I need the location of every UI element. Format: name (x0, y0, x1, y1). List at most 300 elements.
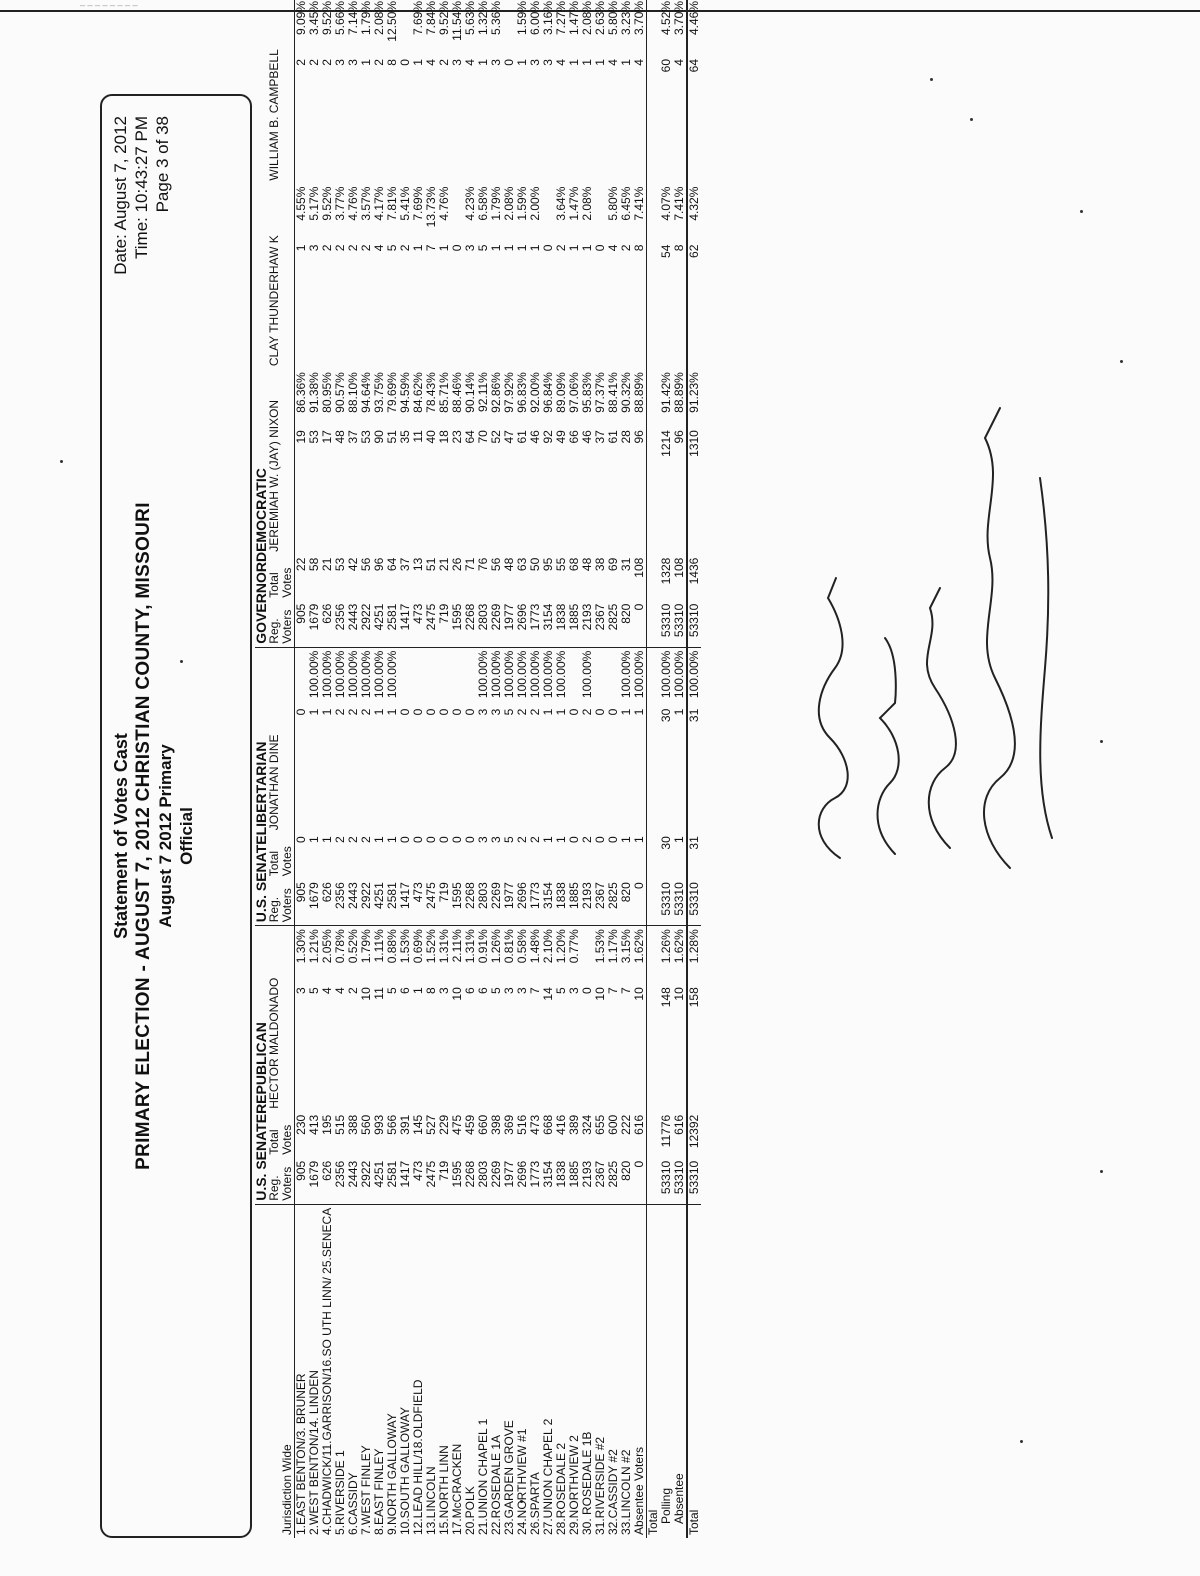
cell-d: 2 (528, 708, 542, 716)
cell-m: 1 (411, 987, 425, 994)
cell-tv3: 68 (567, 557, 581, 572)
cell-m: 7 (528, 987, 542, 994)
cell-tp: 4.23% (463, 186, 477, 221)
cell-mp (647, 926, 661, 985)
precinct-row (620, 0, 633, 1538)
cell-c: 3 (333, 59, 347, 66)
cell-t (647, 242, 661, 370)
cell-tv2: 0 (437, 836, 451, 843)
cell-rv: 2581 (386, 1158, 399, 1205)
cell-d: 2 (515, 708, 529, 716)
cell-t: 54 (659, 244, 673, 258)
jurisdiction-name: 4.CHADWICK/11.GARRISON/16.SO UTH LINN/ 25.SENECA (321, 1204, 334, 1538)
cell-rv3: 2696 (516, 601, 529, 648)
cell-t: 2 (398, 244, 412, 252)
cell-dp: 100.00% (476, 650, 490, 699)
cell-rv2: 0 (633, 879, 647, 926)
cell-rv2: 53310 (673, 879, 687, 926)
cell-np: 93.75% (372, 372, 386, 413)
cell-c: 4 (672, 59, 686, 66)
cell-tv: 566 (385, 1114, 399, 1135)
cell-m: 7 (619, 987, 633, 994)
total-row (687, 0, 701, 1538)
cell-cp: 7.84% (424, 1, 438, 36)
cell-tv: 993 (372, 1114, 386, 1135)
cell-rv2: 2475 (425, 879, 438, 926)
cell-mp: 1.79% (359, 929, 373, 964)
cell-np: 88.89% (672, 372, 686, 413)
cell-cp: 2.08% (580, 1, 594, 36)
jurisdiction-name: Absentee (673, 1204, 687, 1538)
cell-rv2: 4251 (373, 879, 386, 926)
cell-tv: 12392 (687, 1112, 701, 1158)
cell-tv2: 0 (424, 836, 438, 843)
office-header-blank (255, 1204, 268, 1538)
cell-m: 6 (476, 987, 490, 994)
cell-d: 0 (411, 708, 425, 716)
cell-n: 64 (463, 430, 477, 444)
cell-m: 5 (385, 987, 399, 994)
cell-np: 95.83% (580, 372, 594, 413)
total-row (647, 0, 661, 1538)
cell-rv: 2803 (477, 1158, 490, 1205)
cell-t: 2 (320, 244, 334, 252)
cell-np: 79.69% (385, 372, 399, 413)
cell-cp: 6.00% (528, 1, 542, 36)
cell-tv2: 1 (632, 836, 646, 843)
cell-n: 48 (333, 430, 347, 444)
cell-d: 3 (476, 708, 490, 716)
cell-dp: 100.00% (541, 650, 555, 699)
col-nixon: JEREMIAH W. (JAY) NIXON (268, 369, 295, 555)
cell-tv: 516 (515, 1114, 529, 1135)
cell-tv3: 108 (672, 557, 686, 578)
cell-t: 0 (541, 244, 555, 252)
cell-tv: 324 (580, 1114, 594, 1135)
cell-mp: 1.26% (489, 929, 503, 964)
cell-c: 64 (687, 56, 701, 184)
cell-m: 3 (294, 987, 308, 994)
cell-c: 60 (659, 59, 673, 73)
cell-tv2: 1 (554, 836, 568, 843)
cell-n: 61 (515, 430, 529, 444)
cell-rv: 2193 (581, 1158, 594, 1205)
cell-np: 90.57% (333, 372, 347, 413)
cell-tv2: 0 (411, 836, 425, 843)
cell-c: 3 (489, 59, 503, 66)
cell-tv3: 48 (502, 557, 516, 572)
cell-m: 4 (320, 987, 334, 994)
cell-tv3: 1436 (687, 555, 701, 601)
precinct-row (295, 0, 309, 1538)
official-signatures (800, 358, 1080, 878)
cell-c: 4 (463, 59, 477, 66)
report-page: Page 3 of 38 (153, 116, 172, 213)
col-total-votes: Total Votes (268, 1112, 295, 1158)
cell-rv2: 2696 (516, 879, 529, 926)
cell-n: 1214 (659, 430, 673, 457)
cell-tv2: 31 (687, 833, 701, 879)
cell-rv3: 1595 (451, 601, 464, 648)
cell-c: 3 (528, 59, 542, 66)
cell-mp: 1.31% (437, 929, 451, 964)
cell-n: 47 (502, 430, 516, 444)
cell-tp: 4.07% (659, 186, 673, 221)
cell-tv3: 50 (528, 557, 542, 572)
cell-tv3: 13 (411, 557, 425, 572)
cell-t: 0 (593, 244, 607, 252)
cell-tv3: 42 (346, 557, 360, 572)
precinct-row (399, 0, 412, 1538)
cell-rv: 2825 (607, 1158, 620, 1205)
cell-rv2: 2581 (386, 879, 399, 926)
cell-d: 1 (541, 708, 555, 716)
cell-dp (425, 647, 438, 706)
cell-rv2: 1595 (451, 879, 464, 926)
cell-rv3: 2825 (607, 601, 620, 648)
cell-cp: 1.32% (476, 1, 490, 36)
cell-cp: 9.09% (294, 1, 308, 36)
cell-tv2: 2 (333, 836, 347, 843)
cell-m: 3 (437, 987, 451, 994)
cell-d: 0 (606, 708, 620, 716)
cell-np: 88.10% (346, 372, 360, 413)
cell-dp: 100.00% (672, 650, 686, 699)
cell-tp: 7.41% (672, 186, 686, 221)
cell-tp: 4.32% (687, 184, 701, 242)
cell-rv3: 2367 (594, 601, 607, 648)
precinct-row (360, 0, 373, 1538)
cell-rv3 (647, 601, 661, 648)
jurisdiction-name: 32.CASSIDY #2 (607, 1204, 620, 1538)
precinct-row (386, 0, 399, 1538)
cell-c: 2 (437, 59, 451, 66)
cell-rv: 905 (295, 1158, 309, 1205)
cell-d: 3 (489, 708, 503, 716)
cell-np: 90.32% (619, 372, 633, 413)
cell-dp (451, 647, 464, 706)
scan-top-mark: _ _ _ _ _ _ _ _ (80, 0, 138, 6)
cell-cp: 7.14% (346, 1, 360, 36)
cell-tv3: 56 (489, 557, 503, 572)
cell-m: 148 (659, 987, 673, 1008)
precinct-row (633, 0, 647, 1538)
cell-m: 3 (567, 987, 581, 994)
cell-dp: 100.00% (515, 650, 529, 699)
cell-t: 3 (463, 244, 477, 252)
cell-cp: 2.63% (593, 1, 607, 36)
jurisdiction-name: 9.NORTH GALLOWAY (386, 1204, 399, 1538)
cell-rv3: 626 (321, 601, 334, 648)
cell-mp: 0.81% (502, 929, 516, 964)
precinct-row (529, 0, 542, 1538)
report-status: Official (177, 807, 196, 865)
cell-tp: 5.80% (606, 186, 620, 221)
cell-d: 2 (346, 708, 360, 716)
cell-t: 8 (672, 244, 686, 252)
cell-rv3: 1885 (568, 601, 581, 648)
cell-np: 86.36% (294, 372, 308, 413)
cell-d: 2 (333, 708, 347, 716)
cell-cp: 5.36% (489, 1, 503, 36)
cell-n: 52 (489, 430, 503, 444)
cell-tp: 4.55% (294, 186, 308, 221)
col-thunderhawk: CLAY THUNDERHAW K (268, 184, 295, 370)
cell-tv3: 95 (541, 557, 555, 572)
cell-rv2: 53310 (660, 879, 673, 926)
cell-m: 10 (450, 987, 464, 1001)
cell-n: 53 (307, 430, 321, 444)
cell-np: 78.43% (424, 372, 438, 413)
cell-tv3: 38 (593, 557, 607, 572)
cell-dp (647, 647, 661, 706)
cell-rv: 53310 (673, 1158, 687, 1205)
cell-rv3: 3154 (542, 601, 555, 648)
jurisdiction-name: 30. ROSEDALE 1B (581, 1204, 594, 1538)
cell-t: 1 (411, 244, 425, 252)
precinct-row (425, 0, 438, 1538)
cell-d: 2 (580, 708, 594, 716)
cell-tv3: 31 (619, 557, 633, 572)
cell-n: 11 (411, 430, 425, 443)
cell-t: 2 (359, 244, 373, 252)
cell-c: 2 (294, 59, 308, 66)
cell-m: 158 (687, 984, 701, 1112)
cell-tv3: 71 (463, 557, 477, 572)
col-reg-voters: Reg. Voters (268, 601, 295, 648)
office-senate-libertarian: U.S. SENATELIBERTARIAN (255, 647, 268, 926)
cell-rv3: 53310 (687, 601, 701, 648)
cell-rv2: 1977 (503, 879, 516, 926)
cell-mp: 0.52% (346, 929, 360, 964)
cell-m: 4 (333, 987, 347, 994)
cell-tp: 7.81% (385, 186, 399, 221)
cell-np: 97.92% (502, 372, 516, 413)
cell-rv (647, 1158, 661, 1205)
cell-cp: 2.08% (372, 1, 386, 36)
jurisdiction-name: 12.LEAD HILL/18.OLDFIELD (412, 1204, 425, 1538)
col-reg-voters: Reg. Voters (268, 1158, 295, 1205)
cell-tv3 (647, 555, 661, 601)
cell-rv2: 53310 (687, 879, 701, 926)
cell-tv: 600 (606, 1114, 620, 1135)
cell-np: 85.71% (437, 372, 451, 413)
cell-rv: 2443 (347, 1158, 360, 1205)
election-subtitle: August 7 2012 Primary (156, 744, 175, 928)
cell-cp (647, 0, 661, 56)
cell-t: 5 (385, 244, 399, 252)
jurisdiction-name: 13.LINCOLN (425, 1204, 438, 1538)
cell-mp: 2.11% (450, 929, 464, 963)
cell-mp: 0.78% (333, 929, 347, 964)
jurisdiction-name: 29.NORTHVIEW 2 (568, 1204, 581, 1538)
cell-d: 1 (320, 708, 334, 716)
jurisdiction-name: 31.RIVERSIDE #2 (594, 1204, 607, 1538)
total-row (673, 0, 687, 1538)
cell-mp: 1.20% (554, 929, 568, 964)
cell-mp: 1.53% (398, 929, 412, 964)
report-header-box (100, 94, 252, 1538)
cell-rv: 3154 (542, 1158, 555, 1205)
cell-m: 14 (541, 987, 555, 1001)
cell-tv: 11776 (659, 1114, 673, 1148)
cell-n: 23 (450, 430, 464, 444)
cell-n: 46 (580, 430, 594, 444)
cell-t: 4 (606, 244, 620, 252)
cell-n: 96 (672, 430, 686, 444)
cell-mp: 1.62% (632, 929, 646, 964)
precinct-row (581, 0, 594, 1538)
report-header-meta (110, 116, 173, 275)
cell-m: 10 (359, 987, 373, 1001)
cell-rv: 2356 (334, 1158, 347, 1205)
cell-dp (295, 647, 309, 706)
cell-rv2: 1838 (555, 879, 568, 926)
cell-d: 1 (307, 708, 321, 716)
cell-rv: 2367 (594, 1158, 607, 1205)
precinct-row (334, 0, 347, 1538)
signature-5 (1040, 478, 1052, 838)
cell-tv: 473 (528, 1114, 542, 1135)
cell-m: 6 (398, 987, 412, 994)
cell-n: 66 (567, 430, 581, 444)
col-jurisdiction: Jurisdiction Wide (268, 1204, 295, 1538)
cell-rv3: 53310 (660, 601, 673, 648)
cell-c: 1 (411, 59, 425, 66)
cell-rv: 1773 (529, 1158, 542, 1205)
cell-m: 10 (632, 987, 646, 1001)
cell-tv3: 108 (632, 557, 646, 578)
cell-c: 1 (515, 59, 529, 66)
cell-c: 4 (554, 59, 568, 66)
cell-t: 4 (372, 244, 386, 252)
cell-t: 5 (476, 244, 490, 252)
report-title: Statement of Votes Cast (111, 733, 131, 939)
cell-m: 5 (307, 987, 321, 994)
precinct-row (438, 0, 451, 1538)
cell-rv2: 719 (438, 879, 451, 926)
cell-tv3: 48 (580, 557, 594, 572)
cell-mp: 1.62% (672, 929, 686, 964)
cell-rv2: 1773 (529, 879, 542, 926)
cell-mp: 1.26% (659, 929, 673, 964)
jurisdiction-name: 6.CASSIDY (347, 1204, 360, 1538)
cell-tv2: 1 (320, 836, 334, 843)
cell-d: 0 (294, 708, 308, 716)
cell-rv3: 1417 (399, 601, 412, 648)
cell-c: 8 (385, 59, 399, 66)
cell-d: 5 (502, 708, 516, 716)
results-body (295, 0, 702, 1538)
cell-dp: 100.00% (372, 650, 386, 699)
cell-tv: 475 (450, 1114, 464, 1135)
cell-np: 94.64% (359, 372, 373, 413)
cell-rv2: 820 (620, 879, 633, 926)
cell-rv: 1417 (399, 1158, 412, 1205)
cell-m (647, 984, 661, 1112)
cell-tv2: 2 (359, 836, 373, 843)
precinct-row (503, 0, 516, 1538)
cell-m: 0 (580, 987, 594, 994)
cell-tv3: 63 (515, 557, 529, 572)
cell-tv2: 30 (659, 836, 673, 850)
cell-m: 8 (424, 987, 438, 994)
cell-dp (399, 647, 412, 706)
cell-mp: 1.30% (294, 929, 308, 964)
col-campbell: WILLIAM B. CAMPBELL (268, 0, 295, 184)
jurisdiction-name: 17.McCRACKEN (451, 1204, 464, 1538)
precinct-row (594, 0, 607, 1538)
cell-tp: 6.58% (476, 186, 490, 221)
cell-dp: 100.00% (385, 650, 399, 699)
cell-rv: 719 (438, 1158, 451, 1205)
cell-tv: 145 (411, 1114, 425, 1135)
cell-mp: 0.91% (476, 929, 490, 964)
precinct-row (477, 0, 490, 1538)
cell-tv: 413 (307, 1114, 321, 1135)
cell-rv: 1885 (568, 1158, 581, 1205)
jurisdiction-name: 23.GARDEN GROVE (503, 1204, 516, 1538)
cell-tv: 229 (437, 1114, 451, 1135)
cell-d: 0 (567, 708, 581, 716)
precinct-row (373, 0, 386, 1538)
cell-tv2: 0 (450, 836, 464, 843)
cell-tv3: 1328 (659, 557, 673, 585)
cell-dp (438, 647, 451, 706)
cell-tv3: 55 (554, 557, 568, 572)
cell-mp: 2.05% (320, 929, 334, 964)
cell-tv3: 96 (372, 557, 386, 572)
cell-tv: 195 (320, 1114, 334, 1135)
cell-n: 17 (320, 430, 334, 444)
cell-rv: 820 (620, 1158, 633, 1205)
cell-dp: 100.00% (333, 650, 347, 699)
cell-mp: 0.88% (385, 929, 399, 964)
jurisdiction-name: 21.UNION CHAPEL 1 (477, 1204, 490, 1538)
cell-dp: 100.00% (687, 647, 701, 706)
cell-tp: 3.77% (333, 186, 347, 221)
cell-rv3: 53310 (673, 601, 687, 648)
cell-tv: 616 (632, 1114, 646, 1135)
cell-tv3: 53 (333, 557, 347, 572)
cell-mp: 0.77% (567, 929, 581, 964)
cell-cp: 1.59% (515, 1, 529, 36)
cell-tv2: 2 (580, 836, 594, 843)
cell-n: 19 (294, 430, 308, 444)
cell-np: 80.95% (320, 372, 334, 413)
cell-c: 2 (307, 59, 321, 66)
cell-np: 92.11% (476, 372, 490, 412)
cell-tp: 7.69% (411, 186, 425, 221)
cell-cp: 3.16% (541, 1, 555, 36)
signature-4 (984, 408, 1015, 868)
cell-m: 5 (489, 987, 503, 994)
jurisdiction-name: 28.ROSEDALE 2 (555, 1204, 568, 1538)
cell-np: 92.00% (528, 372, 542, 413)
cell-rv3: 1773 (529, 601, 542, 648)
cell-tv3: 21 (320, 557, 334, 572)
jurisdiction-name: Total (687, 1204, 701, 1538)
cell-mp: 1.48% (528, 929, 542, 964)
cell-cp: 1.47% (567, 1, 581, 36)
cell-d: 1 (372, 708, 386, 716)
jurisdiction-name: 1.EAST BENTON/3. BRUNER (295, 1204, 309, 1538)
cell-tp (647, 184, 661, 242)
cell-n: 1310 (687, 427, 701, 555)
cell-tv: 515 (333, 1114, 347, 1135)
cell-np: 97.37% (593, 372, 607, 413)
cell-rv3: 2922 (360, 601, 373, 648)
